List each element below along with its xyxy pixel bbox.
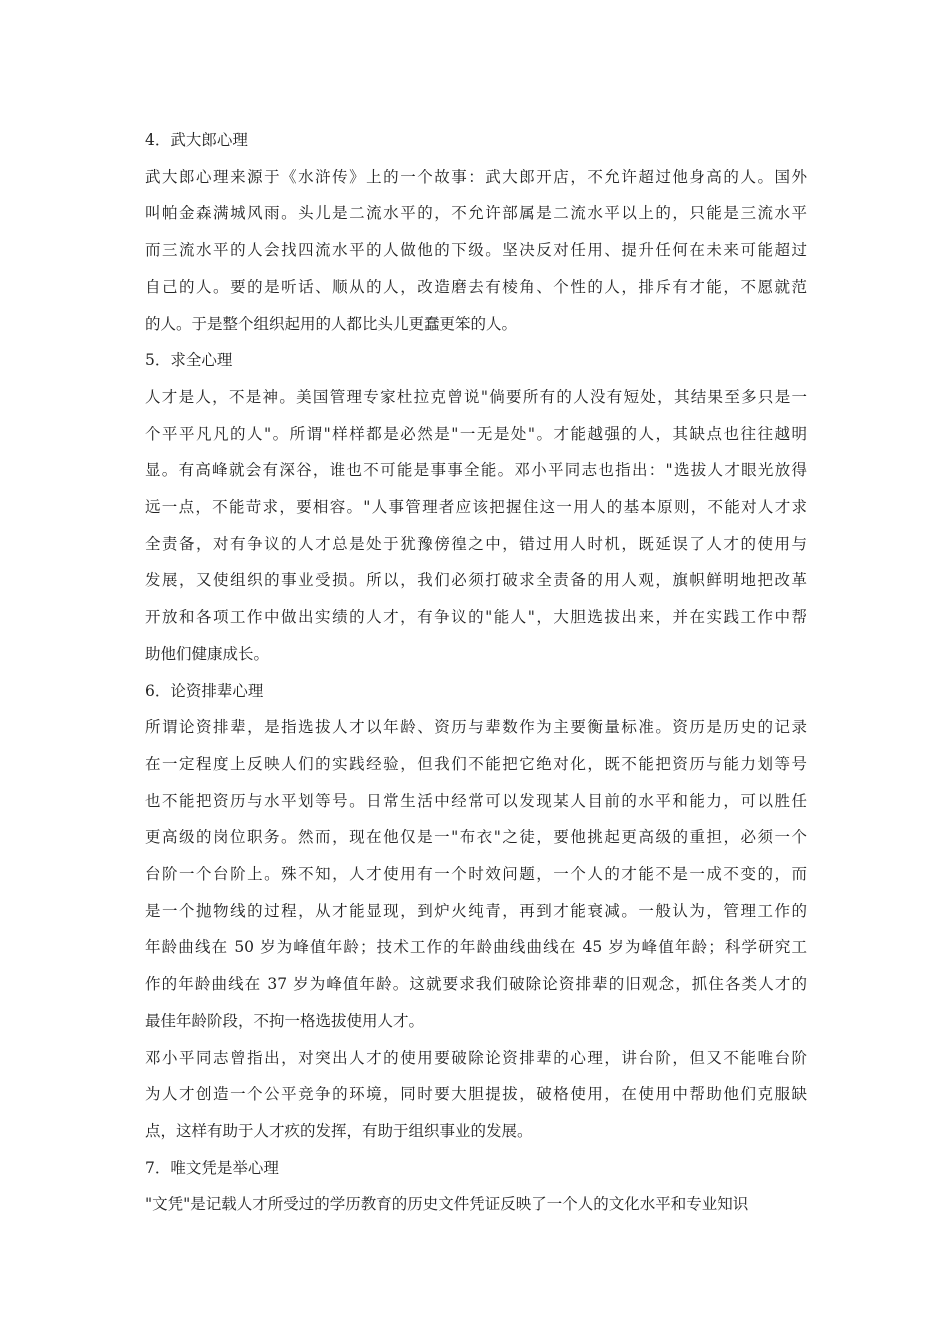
paragraph-line: 叫帕金森满城风雨。头儿是二流水平的，不允许部属是二流水平以上的，只能是三流水平 (145, 204, 807, 223)
paragraph-line: 是一个抛物线的过程，从才能显现，到炉火纯青，再到才能衰减。一般认为，管理工作的 (145, 901, 807, 920)
paragraph-line: 最佳年龄阶段，不拘一格选拔使用人才。 (145, 1011, 425, 1030)
paragraph-line: 远一点，不能苛求，要相容。"人事管理者应该把握住这一用人的基本原则，不能对人才求 (145, 498, 807, 517)
paragraph-line: 开放和各项工作中做出实绩的人才，有争议的"能人"，大胆选拔出来，并在实践工作中帮 (145, 608, 807, 627)
paragraph (145, 159, 807, 343)
paragraph-line: 而三流水平的人会找四流水平的人做他的下级。坚决反对任用、提升任何在未来可能超过 (145, 241, 807, 260)
paragraph-line: 的人。于是整个组织起用的人都比头儿更蠢更笨的人。 (145, 314, 518, 333)
paragraph-line: 台阶一个台阶上。殊不知，人才使用有一个时效问题，一个人的才能不是一成不变的，而 (145, 865, 807, 884)
paragraph-line: 显。有高峰就会有深谷，谁也不可能是事事全能。邓小平同志也指出："选拔人才眼光放得 (145, 461, 807, 480)
paragraph (145, 1186, 807, 1223)
section-heading: 5．求全心理 (145, 351, 233, 370)
section-heading: 4．武大郎心理 (145, 131, 248, 149)
document-body (145, 122, 807, 1223)
paragraph-line: 年龄曲线在 50 岁为峰值年龄；技术工作的年龄曲线曲线在 45 岁为峰值年龄；科学研究工 (145, 938, 807, 957)
paragraph-line: 邓小平同志曾指出，对突出人才的使用要破除论资排辈的心理，讲台阶，但又不能唯台阶 (145, 1048, 807, 1067)
paragraph-line: 助他们健康成长。 (145, 644, 270, 663)
paragraph (145, 709, 807, 1039)
section-heading: 6．论资排辈心理 (145, 681, 264, 700)
paragraph-line: 全责备，对有争议的人才总是处于犹豫傍徨之中，错过用人时机，既延误了人才的使用与 (145, 534, 807, 553)
paragraph-line: 武大郎心理来源于《水浒传》上的一个故事：武大郎开店，不允许超过他身高的人。国外 (145, 167, 807, 186)
paragraph-line: 在一定程度上反映人们的实践经验，但我们不能把它绝对化，既不能把资历与能力划等号 (145, 754, 807, 773)
paragraph-line: 更高级的岗位职务。然而，现在他仅是一"布衣"之徒，要他挑起更高级的重担，必须一个 (145, 828, 807, 847)
paragraph-line: 点，这样有助于人才疚的发挥，有助于组织事业的发展。 (145, 1121, 533, 1140)
paragraph-line: 人才是人，不是神。美国管理专家杜拉克曾说"倘要所有的人没有短处，其结果至多只是一 (145, 387, 807, 406)
paragraph-line: 所谓论资排辈，是指选拔人才以年龄、资历与辈数作为主要衡量标准。资历是历史的记录 (145, 718, 807, 737)
paragraph-line: 个平平凡凡的人"。所谓"样样都是必然是"一无是处"。才能越强的人，其缺点也往往越明 (145, 424, 807, 443)
paragraph-line: 作的年龄曲线在 37 岁为峰值年龄。这就要求我们破除论资排辈的旧观念，抓住各类人才的 (145, 975, 807, 994)
paragraph (145, 1040, 807, 1150)
section-heading: 7．唯文凭是举心理 (145, 1158, 279, 1177)
paragraph-line: 发展，又使组织的事业受损。所以，我们必须打破求全责备的用人观，旗帜鲜明地把改革 (145, 571, 807, 590)
paragraph-line: "文凭"是记载人才所受过的学历教育的历史文件凭证反映了一个人的文化水平和专业知识 (145, 1195, 749, 1214)
paragraph-line: 自己的人。要的是听话、顺从的人，改造磨去有棱角、个性的人，排斥有才能，不愿就范 (145, 277, 807, 296)
paragraph (145, 379, 807, 673)
paragraph-line: 为人才创造一个公平竞争的环境，同时要大胆提拔，破格使用，在使用中帮助他们克服缺 (145, 1085, 807, 1104)
paragraph-line: 也不能把资历与水平划等号。日常生活中经常可以发现某人目前的水平和能力，可以胜任 (145, 791, 807, 810)
